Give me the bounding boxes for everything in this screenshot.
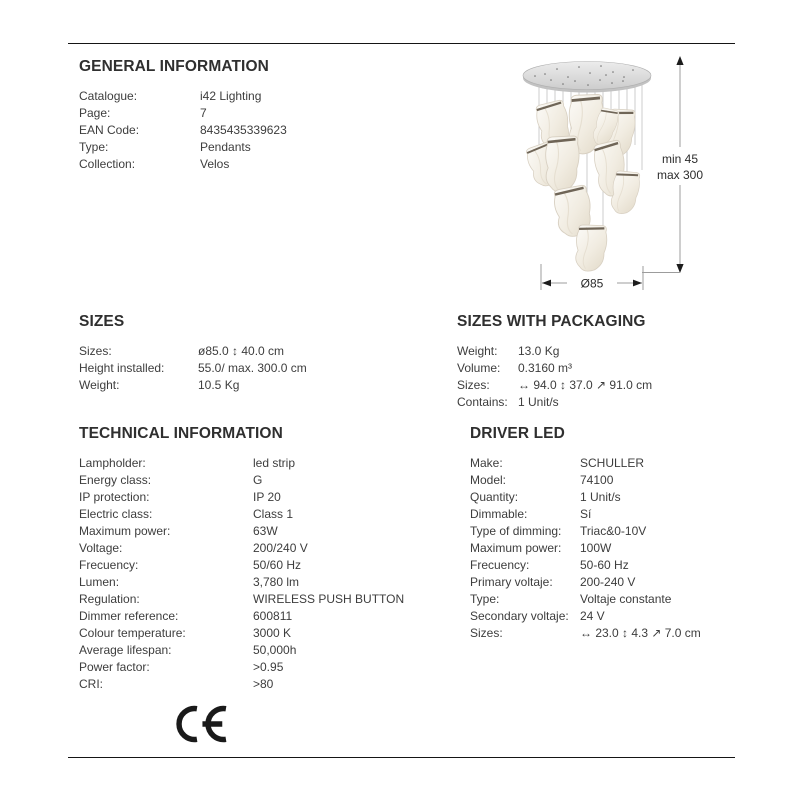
spec-row — [79, 625, 404, 642]
spec-label: Quantity: — [470, 490, 519, 504]
spec-label: Type: — [79, 140, 109, 154]
section-title: DRIVER LED — [470, 425, 565, 442]
spec-label: Dimmable: — [470, 507, 528, 521]
spec-value: SCHULLER — [580, 456, 645, 470]
spec-value: Triac&0-10V — [580, 524, 647, 538]
spec-label: CRI: — [79, 677, 103, 691]
spec-row — [79, 360, 307, 377]
spec-value: ø85.0 ↕ 40.0 cm — [198, 344, 285, 358]
spec-table — [79, 455, 404, 693]
spec-value: 100W — [580, 541, 612, 555]
section-driver-led — [470, 424, 701, 642]
spec-row — [79, 88, 287, 105]
spec-value: 7 — [200, 106, 207, 120]
spec-row — [79, 377, 307, 394]
spec-value: 55.0/ max. 300.0 cm — [198, 361, 307, 375]
section-sizes-with-packaging — [457, 312, 652, 411]
spec-label: Catalogue: — [79, 89, 138, 103]
spec-label: Sizes: — [457, 378, 490, 392]
spec-value: 200-240 V — [580, 575, 636, 589]
spec-label: Power factor: — [79, 660, 150, 674]
spec-label: Contains: — [457, 395, 508, 409]
spec-row — [470, 523, 701, 540]
spec-row — [79, 506, 404, 523]
spec-table — [470, 455, 701, 642]
dimension-diameter-label: Ø85 — [580, 276, 604, 291]
spec-label: Sizes: — [470, 626, 503, 640]
spec-row — [79, 642, 404, 659]
spec-row — [470, 472, 701, 489]
spec-label: EAN Code: — [79, 123, 140, 137]
spec-label: Frecuency: — [79, 558, 139, 572]
spec-row — [79, 557, 404, 574]
spec-label: Model: — [470, 473, 507, 487]
spec-row — [470, 489, 701, 506]
spec-table — [457, 343, 652, 411]
spec-row — [79, 540, 404, 557]
spec-value: 8435435339623 — [200, 123, 287, 137]
ceiling-canopy — [523, 62, 651, 93]
spec-row — [79, 659, 404, 676]
section-title: GENERAL INFORMATION — [79, 58, 269, 75]
spec-label: Make: — [470, 456, 503, 470]
spec-label: Voltage: — [79, 541, 123, 555]
section-title: TECHNICAL INFORMATION — [79, 425, 283, 442]
spec-row — [79, 105, 287, 122]
spec-label: Sizes: — [79, 344, 112, 358]
spec-label: Type of dimming: — [470, 524, 562, 538]
spec-row — [470, 506, 701, 523]
spec-value: 1 Unit/s — [518, 395, 559, 409]
spec-value: 600811 — [253, 609, 293, 623]
spec-value: 0.3160 m³ — [518, 361, 573, 375]
spec-row — [457, 394, 652, 411]
top-divider — [68, 43, 735, 44]
spec-label: Secondary voltaje: — [470, 609, 569, 623]
spec-value: 50-60 Hz — [580, 558, 629, 572]
spec-table — [79, 343, 307, 394]
spec-value: 13.0 Kg — [518, 344, 560, 358]
spec-row — [457, 360, 652, 377]
spec-row — [470, 574, 701, 591]
spec-value: G — [253, 473, 263, 487]
spec-row — [470, 625, 701, 642]
spec-label: Type: — [470, 592, 500, 606]
spec-value: 24 V — [580, 609, 605, 623]
spec-label: Energy class: — [79, 473, 152, 487]
spec-label: IP protection: — [79, 490, 150, 504]
spec-value: Voltaje constante — [580, 592, 672, 606]
section-title: SIZES WITH PACKAGING — [457, 313, 646, 330]
spec-value: 74100 — [580, 473, 614, 487]
spec-value: ↔ 23.0 ↕ 4.3 ↗ 7.0 cm — [580, 626, 701, 640]
spec-row — [79, 608, 404, 625]
spec-row — [470, 557, 701, 574]
spec-value: 3000 K — [253, 626, 292, 640]
spec-value: i42 Lighting — [200, 89, 262, 103]
spec-value: 10.5 Kg — [198, 378, 240, 392]
spec-row — [79, 591, 404, 608]
spec-row — [79, 455, 404, 472]
product-illustration — [505, 50, 740, 300]
spec-label: Lampholder: — [79, 456, 146, 470]
spec-label: Collection: — [79, 157, 136, 171]
spec-label: Regulation: — [79, 592, 140, 606]
spec-value: Pendants — [200, 140, 251, 154]
spec-row — [79, 156, 287, 173]
spec-row — [470, 591, 701, 608]
spec-value: >0.95 — [253, 660, 284, 674]
spec-label: Colour temperature: — [79, 626, 186, 640]
spec-row — [470, 455, 701, 472]
spec-value: 1 Unit/s — [580, 490, 621, 504]
spec-label: Primary voltaje: — [470, 575, 553, 589]
section-general-information — [79, 57, 287, 173]
bottom-divider — [68, 757, 735, 758]
spec-row — [470, 608, 701, 625]
spec-value: Sí — [580, 507, 592, 521]
spec-row — [457, 377, 652, 394]
section-technical-information — [79, 424, 404, 693]
spec-label: Page: — [79, 106, 111, 120]
section-title: SIZES — [79, 313, 125, 330]
spec-row — [79, 472, 404, 489]
spec-label: Weight: — [457, 344, 498, 358]
section-sizes — [79, 312, 307, 394]
spec-label: Maximum power: — [470, 541, 562, 555]
spec-label: Lumen: — [79, 575, 120, 589]
spec-label: Weight: — [79, 378, 120, 392]
spec-row — [79, 676, 404, 693]
spec-row — [79, 574, 404, 591]
spec-label: Frecuency: — [470, 558, 530, 572]
height-dimension — [642, 56, 703, 273]
spec-table — [79, 88, 287, 173]
spec-value: 3,780 lm — [253, 575, 300, 589]
spec-value: WIRELESS PUSH BUTTON — [253, 592, 405, 606]
spec-row — [457, 343, 652, 360]
spec-row — [470, 540, 701, 557]
spec-value: Class 1 — [253, 507, 294, 521]
spec-value: 50/60 Hz — [253, 558, 302, 572]
spec-value: Velos — [200, 157, 230, 171]
spec-value: 63W — [253, 524, 278, 538]
spec-row — [79, 122, 287, 139]
spec-value: >80 — [253, 677, 274, 691]
spec-value: led strip — [253, 456, 296, 470]
spec-label: Height installed: — [79, 361, 165, 375]
spec-label: Maximum power: — [79, 524, 171, 538]
spec-row — [79, 343, 307, 360]
dimension-min-label: min 45 — [661, 152, 699, 166]
spec-label: Average lifespan: — [79, 643, 172, 657]
fabric-shades — [525, 92, 642, 273]
spec-row — [79, 489, 404, 506]
dimension-max-label: max 300 — [656, 168, 704, 182]
spec-value: 200/240 V — [253, 541, 308, 555]
spec-value: ↔ 94.0 ↕ 37.0 ↗ 91.0 cm — [518, 378, 653, 392]
spec-label: Electric class: — [79, 507, 153, 521]
spec-label: Volume: — [457, 361, 501, 375]
spec-label: Dimmer reference: — [79, 609, 179, 623]
spec-value: 50,000h — [253, 643, 297, 657]
spec-value: IP 20 — [253, 490, 281, 504]
ce-certification-icon — [172, 700, 230, 748]
spec-row — [79, 139, 287, 156]
spec-row — [79, 523, 404, 540]
